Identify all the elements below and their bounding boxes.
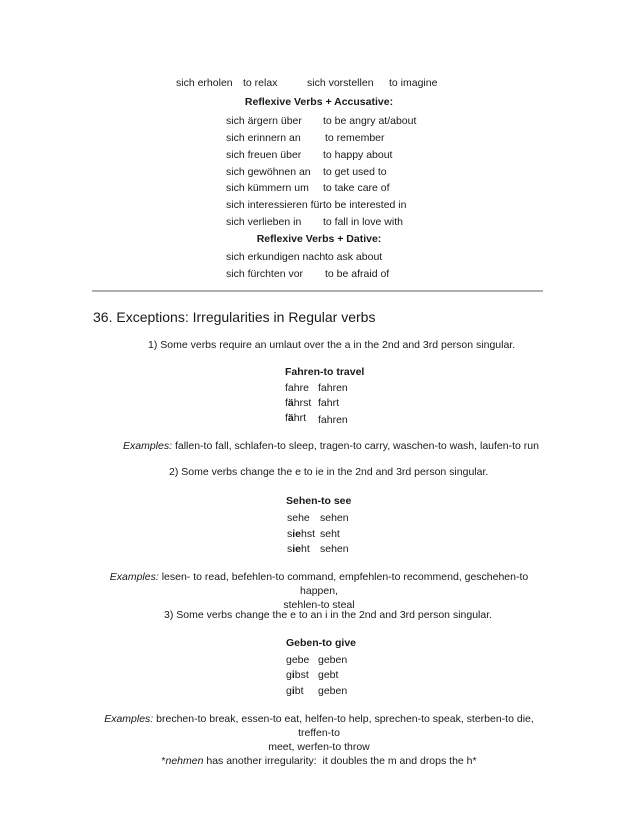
vocab-en-relax: to relax xyxy=(243,77,278,89)
examples-label: Examples: xyxy=(123,440,173,452)
accusative-heading: Reflexive Verbs + Accusative: xyxy=(244,96,394,108)
section-title: 36. Exceptions: Irregularities in Regular verbs xyxy=(93,309,376,325)
acc-en-6: to fall in love with xyxy=(323,216,403,228)
dat-en-1: to be afraid of xyxy=(325,268,390,280)
rule2-examples: Examples: lesen- to read, befehlen-to command, empfehlen-to recommend, geschehen-to happen, stehlen-to steal xyxy=(109,571,529,611)
dat-de-0: sich erkundigen nach xyxy=(226,251,326,263)
rule3-verb-title: Geben-to give xyxy=(286,637,357,649)
dat-de-1: sich fürchten vor xyxy=(226,268,304,280)
acc-en-5: to be interested in xyxy=(323,199,407,211)
rule3-examples: Examples: brechen-to break, essen-to eat, helfen-to help, sprechen-to speak, sterben-to die, treffen-to meet, werfen-to throw *nehmen has another irregularity: it doubles the m and drops the h* xyxy=(88,712,550,768)
rule2-pl-2: sehen xyxy=(320,543,349,555)
acc-de-5: sich interessieren für xyxy=(226,199,323,211)
rule2-sg-0: sehe xyxy=(287,512,310,524)
rule3-note: *nehmen has another irregularity: it doubles the m and drops the h* xyxy=(161,755,477,767)
rule2-sg-1: siehst xyxy=(287,528,316,540)
examples-label: Examples: xyxy=(104,713,154,725)
rule1-verb-title: Fahren-to travel xyxy=(285,366,365,378)
acc-en-2: to happy about xyxy=(323,149,393,161)
rule1-examples: Examples: fallen-to fall, schlafen-to sleep, tragen-to carry, waschen-to wash, laufen-to run xyxy=(123,440,539,452)
rule2-pl-1: seht xyxy=(320,528,340,540)
rule1-pl-0: fahren xyxy=(318,382,348,394)
acc-en-1: to remember xyxy=(325,132,385,144)
acc-en-4: to take care of xyxy=(323,182,390,194)
rule3-text: 3) Some verbs change the e to an i in the 2nd and 3rd person singular. xyxy=(164,609,493,621)
rule3-sg-1: gibst xyxy=(286,669,309,681)
rule1-text: 1) Some verbs require an umlaut over the a in the 2nd and 3rd person singular. xyxy=(148,339,516,351)
vocab-de-vorstellen: sich vorstellen xyxy=(307,77,374,89)
rule2-pl-0: sehen xyxy=(320,512,349,524)
acc-de-6: sich verlieben in xyxy=(226,216,302,228)
acc-de-2: sich freuen über xyxy=(226,149,302,161)
rule2-sg-2: sieht xyxy=(287,543,310,555)
acc-en-3: to get used to xyxy=(323,166,387,178)
rule1-pl-1: fahrt xyxy=(318,397,340,409)
vocab-en-imagine: to imagine xyxy=(389,77,438,89)
vocab-de-erholen: sich erholen xyxy=(176,77,233,89)
rule2-verb-title: Sehen-to see xyxy=(286,495,352,507)
examples-label: Examples: xyxy=(109,571,159,583)
rule3-pl-2: geben xyxy=(318,685,348,697)
rule1-sg-1: fährst xyxy=(285,397,312,409)
acc-de-3: sich gewöhnen an xyxy=(226,166,311,178)
rule2-text: 2) Some verbs change the e to ie in the 2nd and 3rd person singular. xyxy=(169,466,489,478)
rule1-sg-0: fahre xyxy=(285,382,309,394)
rule1-pl-2: fahren xyxy=(318,414,348,426)
acc-de-1: sich erinnern an xyxy=(226,132,301,144)
acc-de-4: sich kümmern um xyxy=(226,182,309,194)
section-divider xyxy=(92,290,543,292)
acc-en-0: to be angry at/about xyxy=(323,115,417,127)
rule3-sg-0: gebe xyxy=(286,654,310,666)
dative-heading: Reflexive Verbs + Dative: xyxy=(256,233,382,245)
dat-en-0: to ask about xyxy=(325,251,383,263)
rule3-pl-0: geben xyxy=(318,654,348,666)
rule3-sg-2: gibt xyxy=(286,685,304,697)
acc-de-0: sich ärgern über xyxy=(226,115,302,127)
rule3-pl-1: gebt xyxy=(318,669,339,681)
rule1-sg-2: fährt xyxy=(285,412,307,424)
